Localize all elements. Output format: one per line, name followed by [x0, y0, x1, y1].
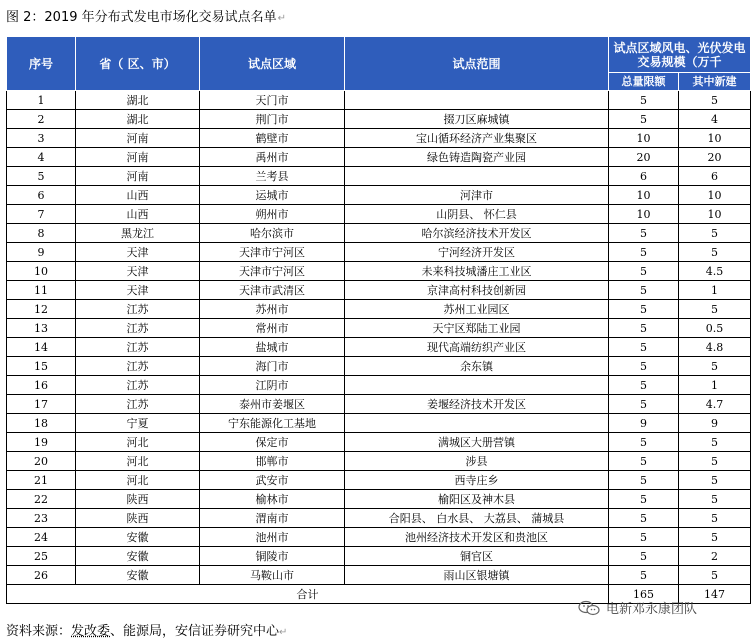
cell-new: 5	[679, 243, 751, 262]
table-row	[7, 357, 751, 376]
cell-province: 江苏	[76, 319, 200, 338]
cell-scope: 姜堰经济技术开发区	[345, 395, 609, 414]
cell-new: 20	[679, 148, 751, 167]
cell-scope: 苏州工业园区	[345, 300, 609, 319]
source-org-link[interactable]: 发改委	[71, 624, 111, 639]
cell-scope: 现代高端纺织产业区	[345, 338, 609, 357]
cell-province: 天津	[76, 281, 200, 300]
cell-seq: 6	[7, 186, 76, 205]
cell-seq: 10	[7, 262, 76, 281]
cell-area: 荆门市	[200, 110, 345, 129]
source-note	[6, 620, 287, 639]
cell-area: 天津市宁河区	[200, 243, 345, 262]
cell-scope: 宝山循环经济产业集聚区	[345, 129, 609, 148]
cell-area: 宁东能源化工基地	[200, 414, 345, 433]
cell-province: 江苏	[76, 300, 200, 319]
cell-seq: 11	[7, 281, 76, 300]
cell-scope: 雨山区银塘镇	[345, 566, 609, 585]
cell-limit: 5	[609, 300, 679, 319]
cell-new: 5	[679, 566, 751, 585]
table-row	[7, 224, 751, 243]
cell-new: 0.5	[679, 319, 751, 338]
col-header-province: 省（ 区、市）	[76, 37, 200, 91]
cell-province: 陕西	[76, 509, 200, 528]
cell-limit: 5	[609, 433, 679, 452]
cell-area: 保定市	[200, 433, 345, 452]
paragraph-mark: ↵	[277, 13, 287, 24]
cell-limit: 20	[609, 148, 679, 167]
cell-province: 江苏	[76, 395, 200, 414]
cell-area: 朔州市	[200, 205, 345, 224]
col-header-scope: 试点范围	[345, 37, 609, 91]
cell-new: 9	[679, 414, 751, 433]
table-row	[7, 110, 751, 129]
cell-limit: 6	[609, 167, 679, 186]
cell-new: 5	[679, 224, 751, 243]
cell-new: 5	[679, 528, 751, 547]
cell-area: 榆林市	[200, 490, 345, 509]
cell-province: 天津	[76, 243, 200, 262]
cell-scope: 哈尔滨经济技术开发区	[345, 224, 609, 243]
cell-province: 宁夏	[76, 414, 200, 433]
cell-new: 5	[679, 91, 751, 110]
cell-area: 泰州市姜堰区	[200, 395, 345, 414]
cell-new: 6	[679, 167, 751, 186]
cell-scope: 余东镇	[345, 357, 609, 376]
cell-seq: 5	[7, 167, 76, 186]
table-row	[7, 376, 751, 395]
table-row	[7, 471, 751, 490]
cell-seq: 3	[7, 129, 76, 148]
col-header-scale-group: 试点区域风电、光伏发电交易规模（万千	[609, 37, 751, 73]
cell-province: 河南	[76, 167, 200, 186]
wechat-icon	[578, 600, 600, 616]
cell-limit: 10	[609, 205, 679, 224]
cell-limit: 10	[609, 186, 679, 205]
cell-limit: 5	[609, 224, 679, 243]
cell-scope: 掇刀区麻城镇	[345, 110, 609, 129]
cell-seq: 26	[7, 566, 76, 585]
header-row	[7, 37, 751, 73]
cell-scope: 宁河经济开发区	[345, 243, 609, 262]
cell-seq: 12	[7, 300, 76, 319]
cell-scope: 铜官区	[345, 547, 609, 566]
cell-seq: 19	[7, 433, 76, 452]
cell-area: 池州市	[200, 528, 345, 547]
cell-seq: 25	[7, 547, 76, 566]
cell-limit: 5	[609, 490, 679, 509]
cell-limit: 5	[609, 338, 679, 357]
table-row	[7, 129, 751, 148]
cell-scope: 西寺庄乡	[345, 471, 609, 490]
cell-seq: 1	[7, 91, 76, 110]
cell-area: 江阴市	[200, 376, 345, 395]
cell-new: 4.5	[679, 262, 751, 281]
col-header-seq: 序号	[7, 37, 76, 91]
cell-limit: 5	[609, 547, 679, 566]
table-row	[7, 452, 751, 471]
watermark	[578, 598, 697, 617]
cell-province: 安徽	[76, 547, 200, 566]
cell-province: 江苏	[76, 376, 200, 395]
cell-area: 武安市	[200, 471, 345, 490]
cell-limit: 5	[609, 91, 679, 110]
col-header-area: 试点区域	[200, 37, 345, 91]
cell-scope: 满城区大册营镇	[345, 433, 609, 452]
total-label: 合计	[7, 585, 609, 604]
cell-limit: 5	[609, 471, 679, 490]
cell-limit: 5	[609, 528, 679, 547]
cell-seq: 23	[7, 509, 76, 528]
cell-area: 邯郸市	[200, 452, 345, 471]
cell-scope	[345, 376, 609, 395]
table-row	[7, 186, 751, 205]
cell-limit: 5	[609, 357, 679, 376]
cell-scope	[345, 414, 609, 433]
cell-scope: 河津市	[345, 186, 609, 205]
cell-scope	[345, 91, 609, 110]
cell-new: 1	[679, 281, 751, 300]
cell-limit: 9	[609, 414, 679, 433]
cell-limit: 5	[609, 243, 679, 262]
cell-seq: 24	[7, 528, 76, 547]
table-row	[7, 262, 751, 281]
paragraph-mark: ↵	[279, 627, 288, 638]
source-prefix: 资料来源：	[6, 624, 72, 639]
cell-scope: 涉县	[345, 452, 609, 471]
cell-province: 天津	[76, 262, 200, 281]
cell-province: 湖北	[76, 110, 200, 129]
table-row	[7, 167, 751, 186]
table-row	[7, 566, 751, 585]
table-row	[7, 338, 751, 357]
table-row	[7, 319, 751, 338]
cell-limit: 5	[609, 262, 679, 281]
cell-area: 海门市	[200, 357, 345, 376]
cell-area: 兰考县	[200, 167, 345, 186]
cell-area: 天门市	[200, 91, 345, 110]
table-row	[7, 243, 751, 262]
cell-limit: 5	[609, 566, 679, 585]
table-row	[7, 395, 751, 414]
cell-area: 盐城市	[200, 338, 345, 357]
cell-seq: 14	[7, 338, 76, 357]
cell-new: 4	[679, 110, 751, 129]
cell-area: 苏州市	[200, 300, 345, 319]
cell-new: 10	[679, 186, 751, 205]
cell-seq: 22	[7, 490, 76, 509]
pilot-list-table	[6, 36, 751, 604]
cell-area: 常州市	[200, 319, 345, 338]
watermark-text: 电新邓永康团队	[606, 602, 698, 617]
table-row	[7, 509, 751, 528]
figure-title-text: 图 2：2019 年分布式发电市场化交易试点名单	[6, 10, 277, 25]
cell-new: 5	[679, 357, 751, 376]
cell-new: 5	[679, 490, 751, 509]
table-row	[7, 300, 751, 319]
cell-scope: 池州经济技术开发区和贵池区	[345, 528, 609, 547]
cell-new: 10	[679, 205, 751, 224]
cell-scope: 未来科技城潘庄工业区	[345, 262, 609, 281]
cell-province: 江苏	[76, 357, 200, 376]
figure-title	[6, 6, 286, 25]
cell-scope: 山阴县、 怀仁县	[345, 205, 609, 224]
cell-seq: 18	[7, 414, 76, 433]
cell-province: 陕西	[76, 490, 200, 509]
total-new: 147	[679, 585, 751, 604]
cell-scope: 京津高村科技创新园	[345, 281, 609, 300]
table-row	[7, 148, 751, 167]
col-header-new-build: 其中新建	[679, 73, 751, 91]
cell-province: 黑龙江	[76, 224, 200, 243]
cell-new: 1	[679, 376, 751, 395]
cell-scope: 合阳县、 白水县、 大荔县、 蒲城县	[345, 509, 609, 528]
table-row	[7, 91, 751, 110]
cell-seq: 13	[7, 319, 76, 338]
cell-new: 5	[679, 300, 751, 319]
cell-scope: 天宁区郑陆工业园	[345, 319, 609, 338]
cell-province: 河南	[76, 129, 200, 148]
cell-area: 铜陵市	[200, 547, 345, 566]
cell-province: 江苏	[76, 338, 200, 357]
cell-scope: 榆阳区及神木县	[345, 490, 609, 509]
cell-seq: 20	[7, 452, 76, 471]
cell-seq: 16	[7, 376, 76, 395]
cell-province: 河北	[76, 452, 200, 471]
table-body	[7, 91, 751, 585]
cell-new: 4.8	[679, 338, 751, 357]
cell-new: 10	[679, 129, 751, 148]
cell-province: 山西	[76, 205, 200, 224]
cell-new: 5	[679, 452, 751, 471]
cell-seq: 21	[7, 471, 76, 490]
cell-province: 安徽	[76, 528, 200, 547]
cell-seq: 2	[7, 110, 76, 129]
cell-limit: 5	[609, 319, 679, 338]
cell-area: 运城市	[200, 186, 345, 205]
cell-area: 鹤壁市	[200, 129, 345, 148]
cell-seq: 4	[7, 148, 76, 167]
source-rest: 、能源局，安信证券研究中心	[110, 624, 280, 639]
cell-scope: 绿色铸造陶瓷产业园	[345, 148, 609, 167]
cell-area: 马鞍山市	[200, 566, 345, 585]
cell-limit: 5	[609, 376, 679, 395]
cell-area: 哈尔滨市	[200, 224, 345, 243]
table-row	[7, 547, 751, 566]
cell-limit: 5	[609, 452, 679, 471]
cell-province: 河北	[76, 433, 200, 452]
table-row	[7, 433, 751, 452]
cell-province: 河南	[76, 148, 200, 167]
cell-new: 5	[679, 471, 751, 490]
total-limit: 165	[609, 585, 679, 604]
table-row	[7, 414, 751, 433]
cell-new: 5	[679, 433, 751, 452]
cell-area: 渭南市	[200, 509, 345, 528]
cell-limit: 5	[609, 395, 679, 414]
table-row	[7, 281, 751, 300]
table-row	[7, 528, 751, 547]
cell-new: 5	[679, 509, 751, 528]
table-row	[7, 490, 751, 509]
cell-area: 天津市宁河区	[200, 262, 345, 281]
cell-area: 天津市武清区	[200, 281, 345, 300]
cell-province: 河北	[76, 471, 200, 490]
cell-province: 湖北	[76, 91, 200, 110]
cell-seq: 9	[7, 243, 76, 262]
cell-area: 禹州市	[200, 148, 345, 167]
cell-new: 2	[679, 547, 751, 566]
cell-scope	[345, 167, 609, 186]
cell-seq: 15	[7, 357, 76, 376]
table-row	[7, 205, 751, 224]
cell-limit: 5	[609, 509, 679, 528]
cell-new: 4.7	[679, 395, 751, 414]
cell-seq: 17	[7, 395, 76, 414]
cell-province: 山西	[76, 186, 200, 205]
cell-seq: 8	[7, 224, 76, 243]
cell-limit: 10	[609, 129, 679, 148]
cell-limit: 5	[609, 281, 679, 300]
cell-province: 安徽	[76, 566, 200, 585]
col-header-total-limit: 总量限额	[609, 73, 679, 91]
cell-limit: 5	[609, 110, 679, 129]
cell-seq: 7	[7, 205, 76, 224]
